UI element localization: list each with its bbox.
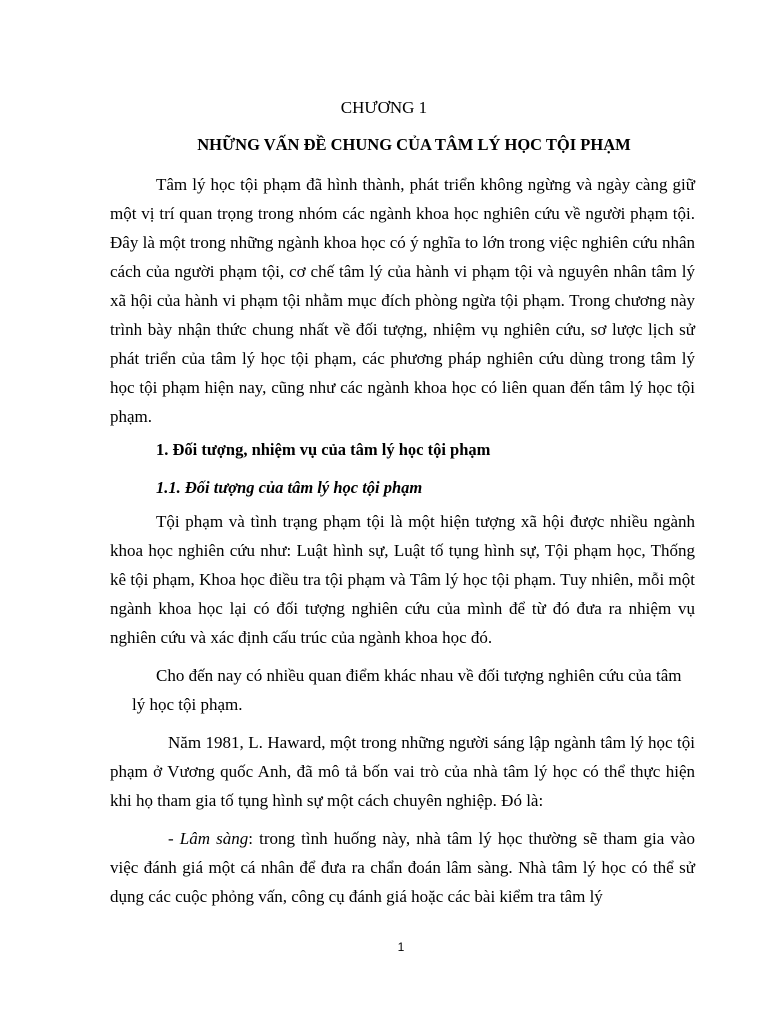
page-number: 1 (397, 940, 405, 954)
document-body (110, 170, 695, 911)
intro-paragraph: Tâm lý học tội phạm đã hình thành, phát triển không ngừng và ngày càng giữ một vị trí quan trọng trong nhóm các ngành khoa học nghiên cứu về người phạm tội. Đây là một trong những ngành khoa học có ý nghĩa to lớn trong việc nghiên cứu nhân cách của người phạm tội, cơ chế tâm lý của hành vi phạm tội và nguyên nhân tâm lý xã hội của hành vi phạm tội nhằm mục đích phòng ngừa tội phạm. Trong chương này trình bày nhận thức chung nhất về đối tượng, nhiệm vụ nghiên cứu, sơ lược lịch sử phát triển của tâm lý học tội phạm, các phương pháp nghiên cứu dùng trong tâm lý học tội phạm hiện nay, cũng như các ngành khoa học có liên quan đến tâm lý học tội phạm. (110, 175, 695, 426)
clinical-term: Lâm sàng (179, 829, 249, 848)
crime-phenomenon-paragraph: Tội phạm và tình trạng phạm tội là một hiện tượng xã hội được nhiều ngành khoa học nghiên cứu như: Luật hình sự, Luật tố tụng hình sự, Tội phạm học, Thống kê tội phạm, Khoa học điều tra tội phạm và Tâm lý học tội phạm. Tuy nhiên, mỗi một ngành khoa học lại có đối tượng nghiên cứu của mình để từ đó đưa ra nhiệm vụ nghiên cứu và xác định cấu trúc của ngành khoa học đó. (110, 512, 695, 647)
section-heading: 1. Đối tượng, nhiệm vụ của tâm lý học tội phạm (156, 440, 491, 459)
clinical-role-paragraph (110, 824, 695, 911)
chapter-title: NHỮNG VẤN ĐỀ CHUNG CỦA TÂM LÝ HỌC TỘI PHẠM (197, 135, 631, 154)
viewpoints-paragraph: Cho đến nay có nhiều quan điểm khác nhau về đối tượng nghiên cứu của tâm lý học tội phạm. (132, 666, 682, 714)
clinical-dash: - (168, 829, 180, 848)
subsection-heading: 1.1. Đối tượng của tâm lý học tội phạm (156, 478, 423, 497)
clinical-text: : trong tình huống này, nhà tâm lý học thường sẽ tham gia vào việc đánh giá một cá nhân để đưa ra chẩn đoán lâm sàng. Nhà tâm lý học có thể sử dụng các cuộc phỏng vấn, công cụ đánh giá hoặc các bài kiểm tra tâm lý (110, 829, 695, 906)
haward-paragraph: Năm 1981, L. Haward, một trong những người sáng lập ngành tâm lý học tội phạm ở Vương quốc Anh, đã mô tả bốn vai trò của nhà tâm lý học có thể thực hiện khi họ tham gia tố tụng hình sự một cách chuyên nghiệp. Đó là: (110, 733, 695, 810)
chapter-label: CHƯƠNG 1 (340, 98, 428, 117)
